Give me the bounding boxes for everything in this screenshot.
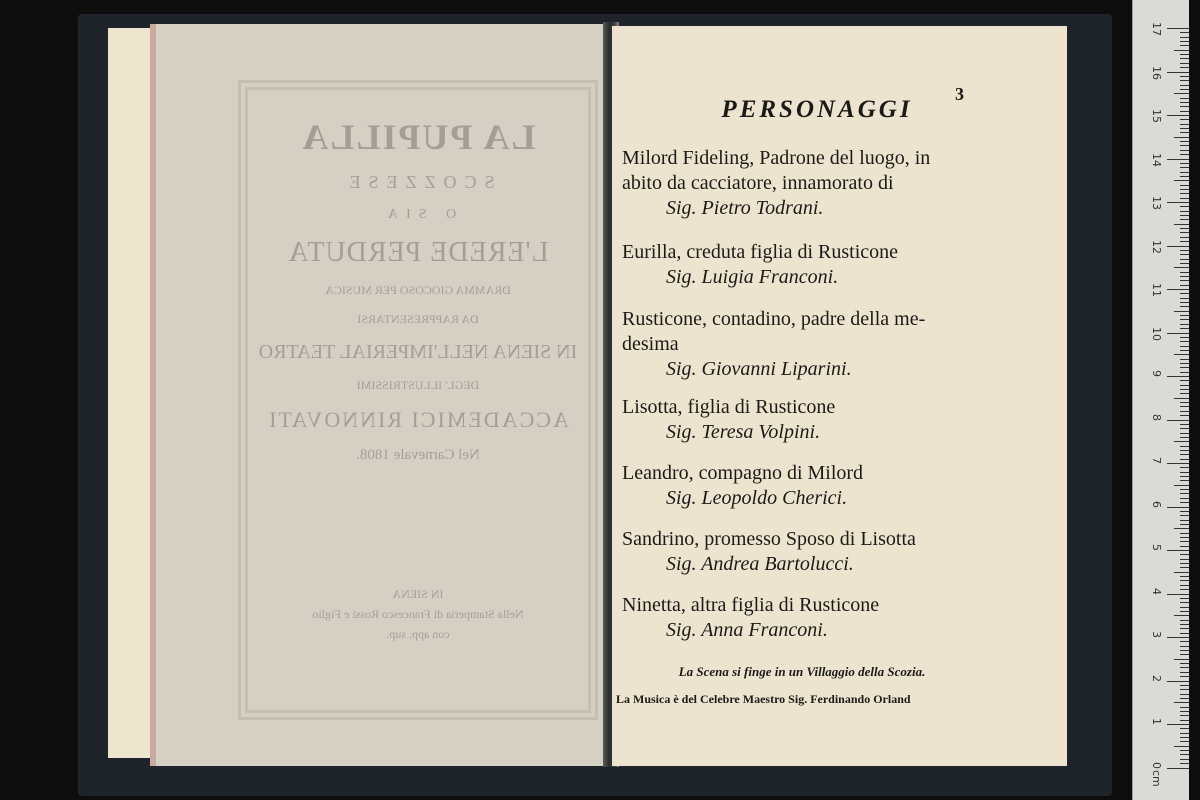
ruler-tick [1180, 219, 1189, 220]
ruler-label: 9 [1150, 370, 1163, 377]
ruler-tick [1180, 402, 1189, 403]
ruler-tick [1180, 141, 1189, 142]
ruler-tick [1180, 685, 1189, 686]
ruler-tick [1167, 681, 1189, 682]
ruler-tick [1180, 32, 1189, 33]
character-entry [622, 307, 925, 382]
ruler-tick [1180, 54, 1189, 55]
ruler-tick [1180, 263, 1189, 264]
bleed-line: LA PUPILLA [300, 117, 536, 157]
ruler-tick [1167, 333, 1189, 334]
ruler-tick [1174, 398, 1189, 399]
ruler-tick [1180, 437, 1189, 438]
ruler-label: 11 [1150, 283, 1163, 297]
ruler-tick [1180, 628, 1189, 629]
character-entry [622, 146, 930, 221]
ruler-tick [1174, 528, 1189, 529]
ruler-tick [1180, 759, 1189, 760]
ruler-tick [1180, 694, 1189, 695]
ruler-tick [1180, 698, 1189, 699]
ruler-tick [1180, 341, 1189, 342]
ruler-tick [1180, 67, 1189, 68]
ruler-label: 17 [1150, 22, 1163, 36]
ruler-tick [1180, 393, 1189, 394]
ruler-tick [1180, 415, 1189, 416]
character-entry [622, 593, 879, 643]
bleed-line: SCOZZESE [341, 172, 495, 192]
ruler-tick [1167, 159, 1189, 160]
ruler-tick [1174, 702, 1189, 703]
ruler-tick [1180, 454, 1189, 455]
ruler-tick [1180, 498, 1189, 499]
ruler-tick [1180, 380, 1189, 381]
ruler-tick [1180, 250, 1189, 251]
ruler-tick [1180, 598, 1189, 599]
actor-name: Sig. Pietro Todrani. [666, 197, 824, 219]
ruler-tick [1180, 58, 1189, 59]
ruler-tick [1167, 28, 1189, 29]
ruler-tick [1167, 72, 1189, 73]
ruler-tick [1180, 563, 1189, 564]
ruler-tick [1180, 707, 1189, 708]
ruler-tick [1180, 145, 1189, 146]
ruler-tick [1180, 611, 1189, 612]
ruler-tick [1180, 276, 1189, 277]
ruler-tick [1174, 311, 1189, 312]
ruler-tick [1180, 554, 1189, 555]
ruler-tick [1180, 728, 1189, 729]
ruler-tick [1180, 189, 1189, 190]
ruler-tick [1180, 537, 1189, 538]
ruler-tick [1180, 259, 1189, 260]
actor-name: Sig. Luigia Franconi. [666, 266, 839, 288]
ruler-tick [1167, 246, 1189, 247]
ruler-tick [1180, 580, 1189, 581]
ruler-tick [1180, 45, 1189, 46]
ruler-tick [1180, 385, 1189, 386]
ruler-label: 2 [1150, 674, 1163, 682]
ruler-tick [1180, 476, 1189, 477]
ruler-tick [1180, 306, 1189, 307]
ruler-tick [1180, 241, 1189, 242]
ruler-tick [1180, 119, 1189, 120]
ruler-tick [1180, 433, 1189, 434]
ruler-tick [1180, 63, 1189, 64]
ruler-tick [1180, 711, 1189, 712]
ruler-tick [1180, 502, 1189, 503]
ruler-tick [1180, 520, 1189, 521]
ruler-tick [1180, 350, 1189, 351]
ruler-tick [1180, 733, 1189, 734]
ruler-tick [1180, 328, 1189, 329]
ruler-unit: cm [1150, 770, 1163, 787]
ruler-label: 7 [1150, 457, 1163, 464]
ruler-tick [1180, 237, 1189, 238]
ruler-tick [1180, 641, 1189, 642]
ruler-tick [1180, 515, 1189, 516]
actor-name: Sig. Anna Franconi. [666, 619, 828, 641]
ruler-tick [1167, 768, 1189, 769]
ruler-tick [1180, 467, 1189, 468]
actor-name: Sig. Giovanni Liparini. [666, 358, 852, 380]
ruler-tick [1180, 346, 1189, 347]
page-title: PERSONAGGI [721, 96, 913, 123]
ruler-tick [1180, 132, 1189, 133]
ruler-tick [1180, 737, 1189, 738]
ruler-tick [1180, 602, 1189, 603]
ruler-tick [1174, 485, 1189, 486]
ruler-tick [1167, 463, 1189, 464]
character-description: Milord Fideling, Padrone del luogo, in [622, 147, 931, 169]
ruler-tick [1180, 167, 1189, 168]
ruler-tick [1180, 106, 1189, 107]
ruler-label: 16 [1150, 65, 1163, 80]
ruler-tick [1167, 202, 1189, 203]
ruler-tick [1180, 198, 1189, 199]
character-entry [622, 461, 863, 511]
ruler-tick [1174, 659, 1189, 660]
bleed-line: L'EREDE PERDUTA [287, 237, 549, 268]
character-description: Leandro, compagno di Milord [622, 462, 864, 484]
actor-name: Sig. Teresa Volpini. [666, 421, 821, 443]
ruler-tick [1180, 472, 1189, 473]
page-number: 3 [955, 84, 964, 104]
bleed-line: con app. sup. [386, 627, 450, 641]
bleed-line: ACCADEMICI RINNOVATI [267, 407, 569, 432]
ruler-tick [1180, 754, 1189, 755]
ruler-tick [1180, 428, 1189, 429]
character-description: Ninetta, altra figlia di Rusticone [622, 594, 880, 616]
ruler-tick [1180, 89, 1189, 90]
ruler-tick [1180, 750, 1189, 751]
ruler-label: 5 [1150, 544, 1163, 551]
bleed-line: IN SIENA [392, 587, 444, 601]
ruler-tick [1180, 646, 1189, 647]
ruler-tick [1180, 293, 1189, 294]
ruler-label: 10 [1150, 326, 1163, 341]
ruler-tick [1180, 567, 1189, 568]
ruler-tick [1174, 572, 1189, 573]
character-entry [622, 527, 916, 577]
character-description: desima [622, 333, 679, 355]
ruler-tick [1180, 367, 1189, 368]
actor-name: Sig. Leopoldo Cherici. [666, 487, 848, 509]
character-description: Lisotta, figlia di Rusticone [622, 396, 836, 418]
ruler-tick [1180, 232, 1189, 233]
ruler-tick [1180, 389, 1189, 390]
ruler-tick [1167, 376, 1189, 377]
ruler-tick [1180, 741, 1189, 742]
scene-note: La Scena si finge in un Villaggio della Scozia. [678, 664, 926, 679]
ruler-tick [1180, 337, 1189, 338]
ruler-tick [1180, 372, 1189, 373]
ruler-label: 14 [1150, 152, 1163, 167]
ruler-label: 6 [1150, 500, 1163, 508]
actor-name: Sig. Andrea Bartolucci. [666, 553, 854, 575]
ruler-label: 1 [1150, 718, 1163, 725]
ruler-tick [1180, 98, 1189, 99]
character-entry [622, 240, 898, 290]
ruler-tick [1180, 176, 1189, 177]
bleed-line: Nella Stamperia di Francesco Rossi e Figlio [312, 607, 524, 621]
ruler-tick [1174, 746, 1189, 747]
ruler-tick [1180, 359, 1189, 360]
ruler-tick [1180, 102, 1189, 103]
bleed-line: O SIA [379, 207, 457, 222]
ruler-tick [1180, 511, 1189, 512]
ruler-tick [1180, 298, 1189, 299]
ruler-tick [1180, 228, 1189, 229]
ruler-tick [1180, 446, 1189, 447]
ruler-tick [1180, 150, 1189, 151]
ruler-tick [1180, 128, 1189, 129]
ruler-label: 15 [1150, 109, 1163, 123]
ruler-tick [1180, 667, 1189, 668]
ruler-tick [1180, 524, 1189, 525]
character-description: Sandrino, promesso Sposo di Lisotta [622, 528, 916, 550]
ruler-tick [1180, 533, 1189, 534]
ruler-tick [1167, 724, 1189, 725]
ruler-tick [1180, 450, 1189, 451]
ruler-tick [1180, 154, 1189, 155]
ruler-tick [1180, 363, 1189, 364]
bleed-line: IN SIENA NELL'IMPERIAL TEATRO [258, 341, 578, 363]
ruler-label: 0 [1150, 761, 1163, 769]
ruler-tick [1180, 763, 1189, 764]
ruler-tick [1180, 80, 1189, 81]
ruler-tick [1174, 93, 1189, 94]
ruler-tick [1180, 215, 1189, 216]
ruler-tick [1174, 137, 1189, 138]
ruler-tick [1180, 185, 1189, 186]
ruler-tick [1180, 163, 1189, 164]
ruler-label: 12 [1150, 239, 1163, 254]
ruler-tick [1180, 676, 1189, 677]
ruler-label: 4 [1150, 587, 1163, 595]
character-description: Rusticone, contadino, padre della me- [622, 308, 926, 330]
ruler-label: 8 [1150, 413, 1163, 421]
ruler-tick [1180, 41, 1189, 42]
ruler-tick [1180, 324, 1189, 325]
ruler-tick [1180, 480, 1189, 481]
ruler-tick [1174, 441, 1189, 442]
ruler-tick [1180, 672, 1189, 673]
ruler-tick [1180, 172, 1189, 173]
ruler-tick [1180, 720, 1189, 721]
ruler-tick [1180, 650, 1189, 651]
ruler-tick [1180, 689, 1189, 690]
ruler-tick [1180, 620, 1189, 621]
ruler-tick [1180, 319, 1189, 320]
ruler-tick [1180, 576, 1189, 577]
ruler-tick [1180, 285, 1189, 286]
ruler-tick [1180, 254, 1189, 255]
ruler-tick [1180, 85, 1189, 86]
ruler-tick [1180, 624, 1189, 625]
ruler-tick [1180, 654, 1189, 655]
bleed-line: Nel Carnevale 1808. [356, 447, 480, 463]
bleed-line: DA RAPPRESENTARSI [357, 312, 479, 326]
ruler-tick [1174, 50, 1189, 51]
ruler-tick [1174, 180, 1189, 181]
ruler-tick [1167, 550, 1189, 551]
ruler-tick [1180, 272, 1189, 273]
ruler-tick [1180, 607, 1189, 608]
ruler-tick [1180, 124, 1189, 125]
ruler-tick [1167, 637, 1189, 638]
ruler-tick [1180, 280, 1189, 281]
ruler-tick [1167, 115, 1189, 116]
music-note: La Musica è del Celebre Maestro Sig. Ferdinando Orland [616, 692, 911, 706]
ruler-tick [1180, 489, 1189, 490]
ruler-label: 13 [1150, 196, 1163, 210]
ruler-tick [1167, 507, 1189, 508]
ruler-tick [1180, 589, 1189, 590]
ruler-tick [1180, 715, 1189, 716]
ruler-label: 3 [1150, 631, 1163, 638]
ruler-tick [1174, 267, 1189, 268]
bleed-line: DRAMMA GIOCOSO PER MUSICA [325, 283, 511, 297]
ruler-tick [1180, 302, 1189, 303]
ruler-tick [1167, 594, 1189, 595]
ruler-tick [1180, 193, 1189, 194]
ruler-tick [1180, 663, 1189, 664]
ruler-tick [1180, 424, 1189, 425]
bleed-through-title-page [238, 80, 598, 720]
ruler-tick [1167, 289, 1189, 290]
ruler-tick [1167, 420, 1189, 421]
ruler-tick [1180, 315, 1189, 316]
ruler-tick [1174, 224, 1189, 225]
ruler-tick [1180, 37, 1189, 38]
ruler-tick [1180, 559, 1189, 560]
character-entry [622, 395, 835, 445]
bleed-line: DEGL' ILLUSTRISSIMI [356, 378, 480, 392]
ruler-tick [1174, 354, 1189, 355]
measuring-ruler [1132, 0, 1189, 800]
ruler-tick [1180, 211, 1189, 212]
ruler-tick [1180, 633, 1189, 634]
ruler-tick [1180, 76, 1189, 77]
ruler-tick [1180, 111, 1189, 112]
ruler-tick [1180, 546, 1189, 547]
ruler-tick [1174, 615, 1189, 616]
ruler-tick [1180, 206, 1189, 207]
ruler-tick [1180, 411, 1189, 412]
ruler-tick [1180, 493, 1189, 494]
character-description: abito da cacciatore, innamorato di [622, 172, 894, 194]
ruler-tick [1180, 541, 1189, 542]
ruler-tick [1180, 585, 1189, 586]
ruler-tick [1180, 406, 1189, 407]
ruler-tick [1180, 459, 1189, 460]
character-description: Eurilla, creduta figlia di Rusticone [622, 241, 899, 263]
